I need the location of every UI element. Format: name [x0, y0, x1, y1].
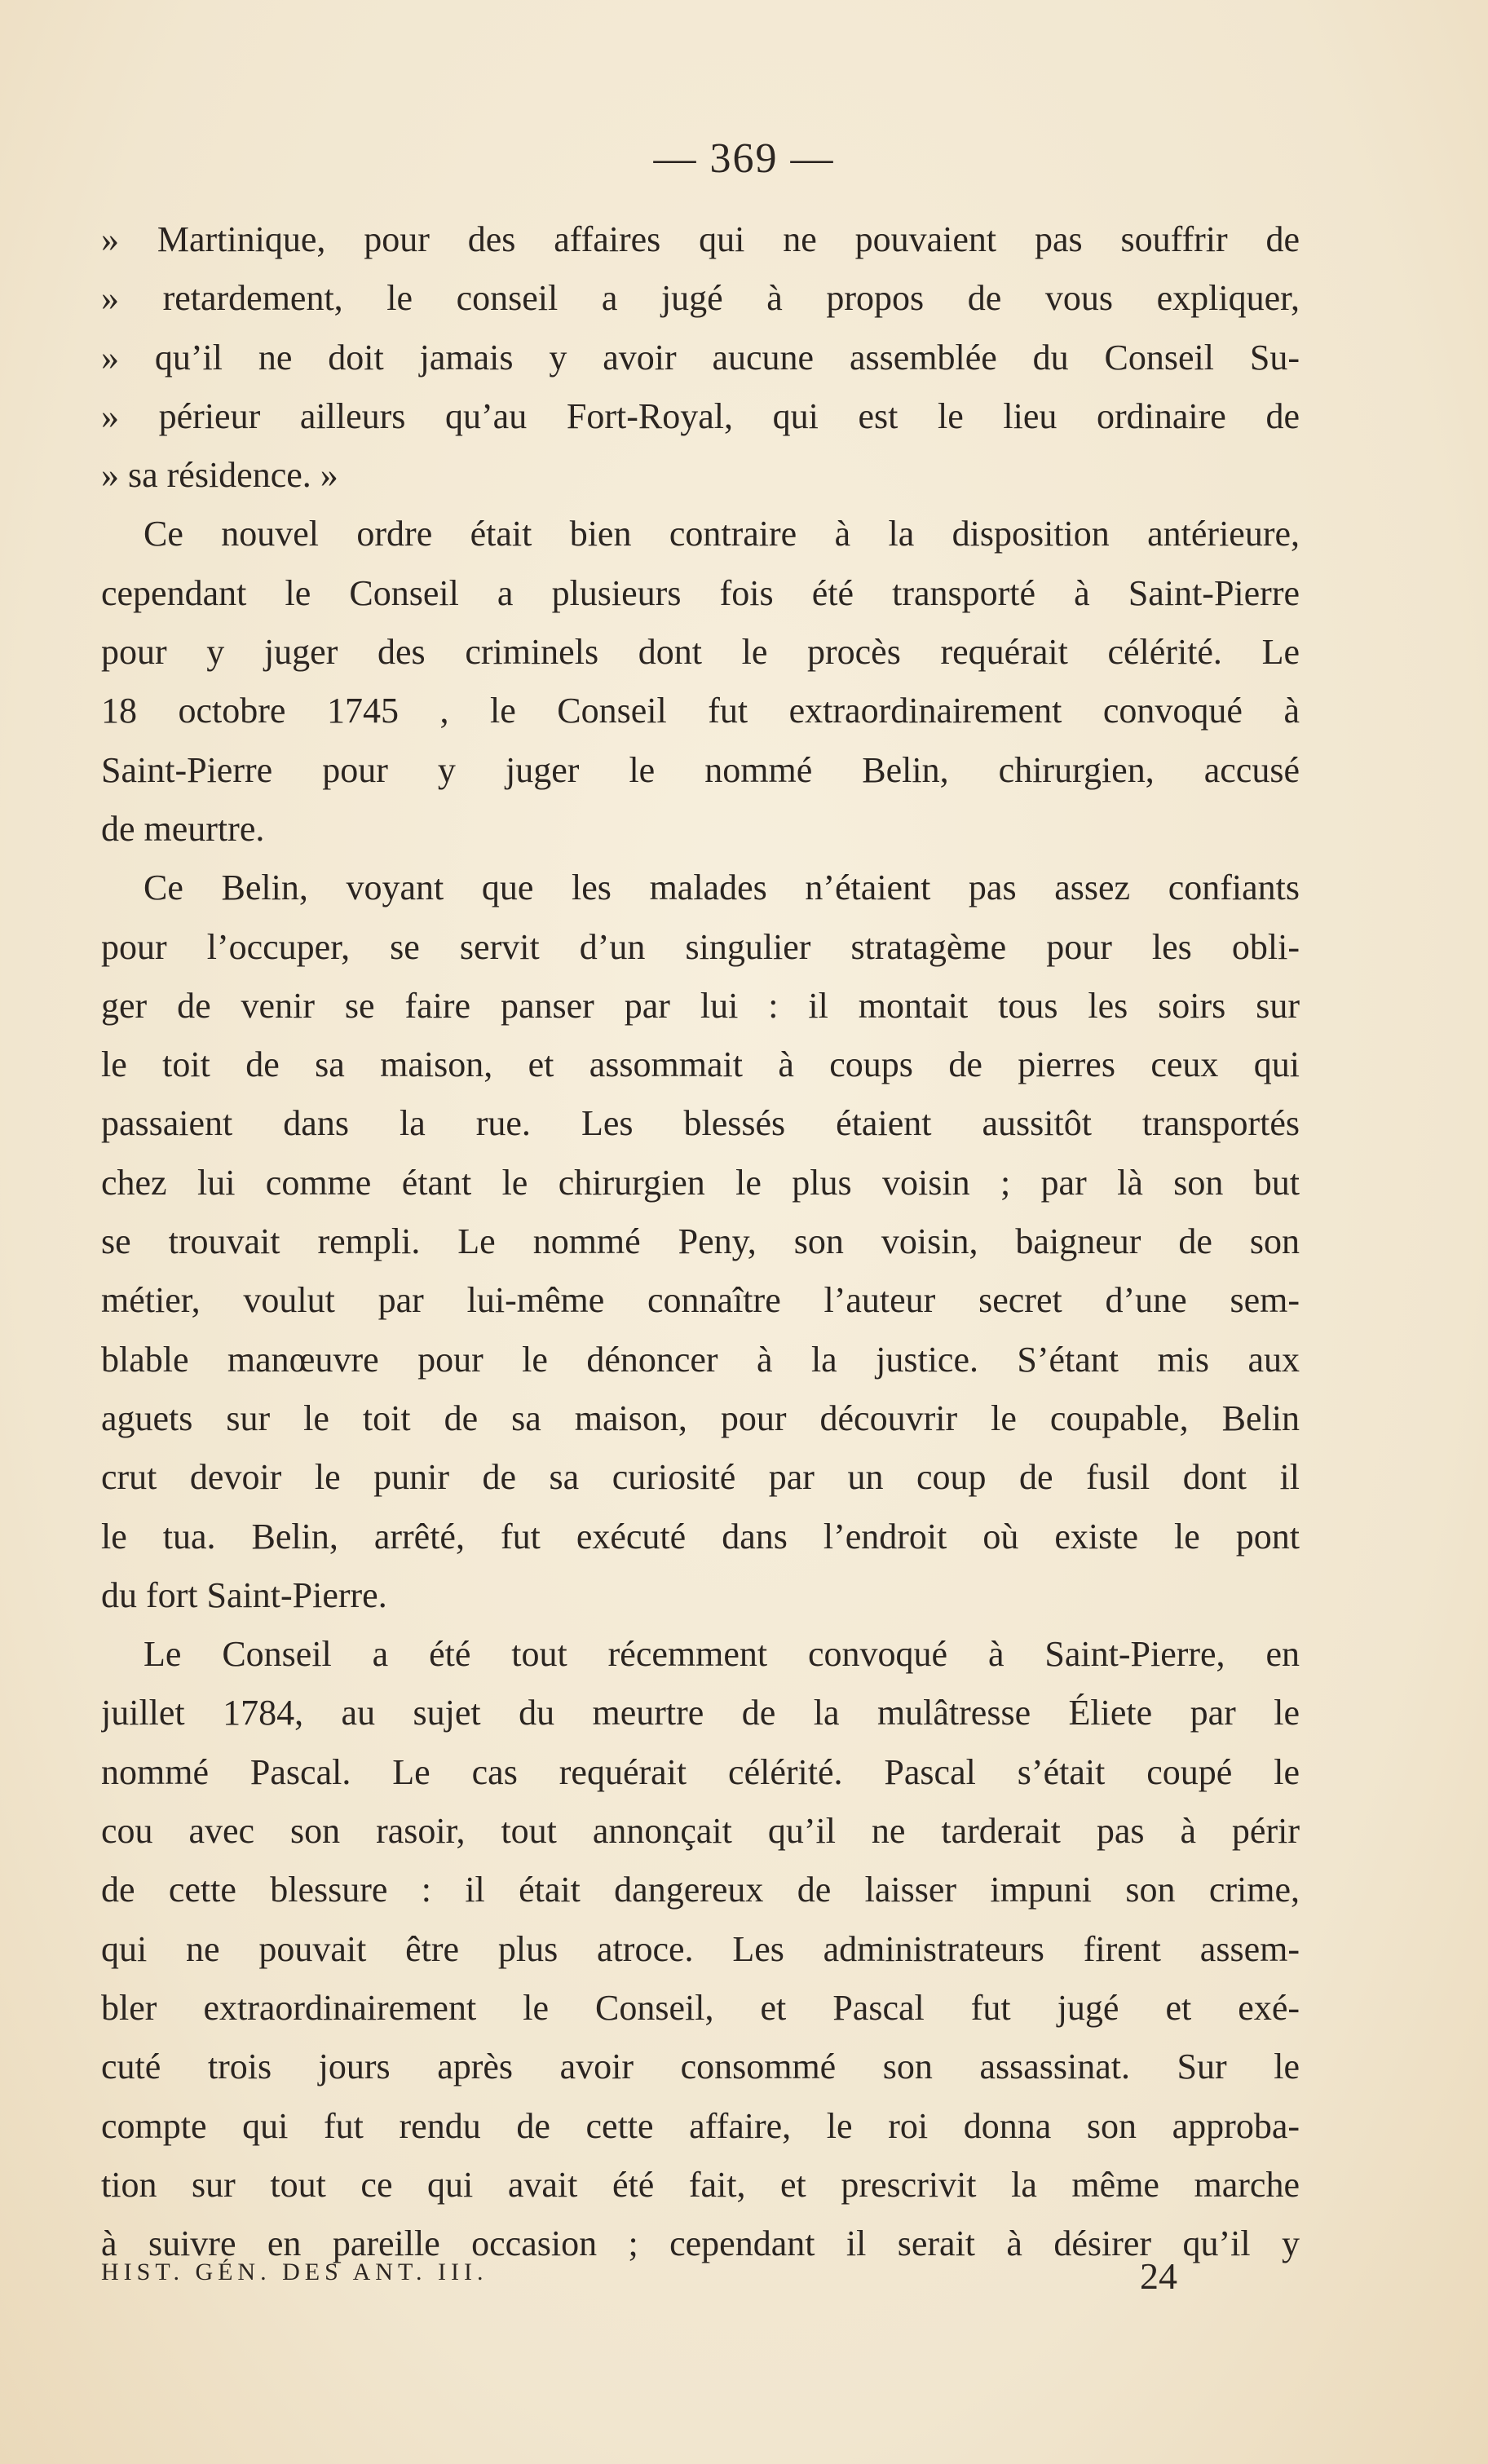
text-line: Saint-Pierre pour y juger le nommé Belin, chirurgien, accusé	[101, 749, 1300, 790]
sheet-number: 24	[1140, 2255, 1177, 2297]
text-line: chez lui comme étant le chirurgien le plus voisin ; par là son but	[101, 1162, 1300, 1203]
text-line: à suivre en pareille occasion ; cependant il serait à désirer qu’il y	[101, 2223, 1300, 2264]
footer-signature: HIST. GÉN. DES ANT. III.	[101, 2259, 488, 2285]
text-line: tion sur tout ce qui avait été fait, et prescrivit la même marche	[101, 2164, 1300, 2205]
page-number: — 369 —	[653, 135, 835, 182]
text-line: juillet 1784, au sujet du meurtre de la mulâtresse Éliete par le	[101, 1693, 1300, 1733]
text-line: » qu’il ne doit jamais y avoir aucune assemblée du Conseil Su-	[101, 337, 1300, 378]
text-line: 18 octobre 1745 , le Conseil fut extraordinairement convoqué à	[101, 691, 1300, 731]
text-line: aguets sur le toit de sa maison, pour découvrir le coupable, Belin	[101, 1398, 1300, 1438]
text-line: cependant le Conseil a plusieurs fois été transporté à Saint-Pierre	[101, 572, 1300, 613]
text-line: passaient dans la rue. Les blessés étaient aussitôt transportés	[101, 1103, 1300, 1144]
text-line: pour y juger des criminels dont le procès requérait célérité. Le	[101, 632, 1300, 673]
text-line: » retardement, le conseil a jugé à propos de vous expliquer,	[101, 278, 1300, 319]
text-line: du fort Saint-Pierre.	[101, 1574, 387, 1615]
text-line: de cette blessure : il était dangereux de laisser impuni son crime,	[101, 1870, 1300, 1910]
text-line: bler extraordinairement le Conseil, et Pascal fut jugé et exé-	[101, 1987, 1300, 2028]
text-line: de meurtre.	[101, 808, 265, 849]
text-line: cuté trois jours après avoir consommé son assassinat. Sur le	[101, 2047, 1300, 2087]
text-line: » périeur ailleurs qu’au Fort-Royal, qui est le lieu ordinaire de	[101, 395, 1300, 436]
text-line: le tua. Belin, arrêté, fut exécuté dans l’endroit où existe le pont	[101, 1516, 1300, 1557]
text-line: » sa résidence. »	[101, 455, 338, 496]
text-line: le toit de sa maison, et assommait à coups de pierres ceux qui	[101, 1044, 1300, 1085]
text-line: » Martinique, pour des affaires qui ne pouvaient pas souffrir de	[101, 219, 1300, 259]
text-line: métier, voulut par lui-même connaître l’auteur secret d’une sem-	[101, 1280, 1300, 1321]
text-line: Ce nouvel ordre était bien contraire à la disposition antérieure,	[144, 514, 1300, 554]
text-line: ger de venir se faire panser par lui : il montait tous les soirs sur	[101, 985, 1300, 1026]
text-line: compte qui fut rendu de cette affaire, le roi donna son approba-	[101, 2105, 1300, 2146]
page-body-text	[101, 210, 1300, 2273]
text-line: Ce Belin, voyant que les malades n’étaient pas assez confiants	[144, 868, 1300, 908]
text-line: nommé Pascal. Le cas requérait célérité. Pascal s’était coupé le	[101, 1751, 1300, 1792]
text-line: crut devoir le punir de sa curiosité par un coup de fusil dont il	[101, 1457, 1300, 1498]
text-line: pour l’occuper, se servit d’un singulier stratagème pour les obli-	[101, 926, 1300, 967]
text-line: se trouvait rempli. Le nommé Peny, son voisin, baigneur de son	[101, 1221, 1300, 1262]
text-line: qui ne pouvait être plus atroce. Les administrateurs firent assem-	[101, 1928, 1300, 1969]
text-line: Le Conseil a été tout récemment convoqué à Saint-Pierre, en	[144, 1634, 1300, 1675]
text-line: blable manœuvre pour le dénoncer à la justice. S’étant mis aux	[101, 1339, 1300, 1380]
text-line: cou avec son rasoir, tout annonçait qu’il ne tarderait pas à périr	[101, 1811, 1300, 1852]
